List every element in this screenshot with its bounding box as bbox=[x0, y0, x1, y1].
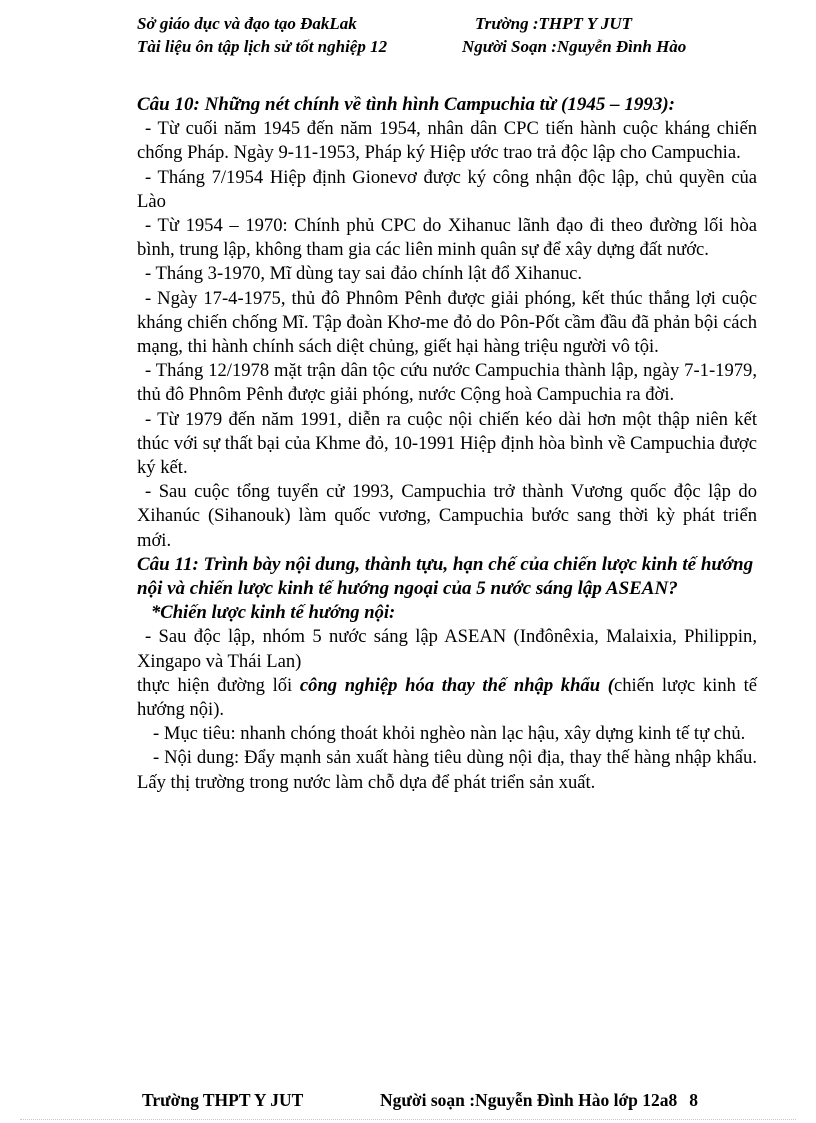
q10-item-1: - Từ cuối năm 1945 đến năm 1954, nhân dân CPC tiến hành cuộc kháng chiến chống Pháp. Ngày 9-11-1953, Pháp ký Hiệp ước trao trả độc lập cho Campuchia. bbox=[137, 118, 757, 164]
question-11-title: Câu 11: Trình bày nội dung, thành tựu, hạn chế của chiến lược kinh tế hướng nội và chiến lược kinh tế hướng ngoại của 5 nước sáng lập ASEAN? bbox=[137, 553, 754, 600]
q10-item-5: - Ngày 17-4-1975, thủ đô Phnôm Pênh được giải phóng, kết thúc thắng lợi cuộc kháng chiến chống Mĩ. Tập đoàn Khơ-me đỏ do Pôn-Pốt cầm đầu đã phản bội cách mạng, thi hành chính sách diệt chủng, giết hại hàng triệu người vô tội. bbox=[137, 287, 757, 358]
q10-item-6: - Tháng 12/1978 mặt trận dân tộc cứu nước Campuchia thành lập, ngày 7-1-1979, thủ đô Phnôm Pênh được giải phóng, nước Cộng hoà Campuchia ra đời. bbox=[137, 360, 757, 406]
q11-paragraph-1: - Sau độc lập, nhóm 5 nước sáng lập ASEAN (Inđônêxia, Malaixia, Philippin, Xingapo và Thái Lan) bbox=[137, 626, 757, 672]
question-10-title: Câu 10: Những nét chính về tình hình Campuchia từ (1945 – 1993): bbox=[137, 94, 675, 115]
q10-item-4: - Tháng 3-1970, Mĩ dùng tay sai đảo chính lật đổ Xihanuc. bbox=[145, 263, 583, 285]
header-author: Người Soạn :Nguyễn Đình Hào bbox=[462, 37, 687, 56]
q11-subheading: *Chiến lược kinh tế hướng nội: bbox=[151, 602, 396, 624]
q11-paragraph-4: - Nội dung: Đẩy mạnh sản xuất hàng tiêu dùng nội địa, thay thế hàng nhập khẩu. Lấy thị trường trong nước làm chỗ dựa để phát triển sản xuất. bbox=[137, 747, 757, 793]
footer-author: Người soạn :Nguyễn Đình Hào lớp 12a8 bbox=[380, 1090, 678, 1110]
header-row-1 bbox=[137, 12, 777, 35]
footer-school: Trường THPT Y JUT bbox=[142, 1090, 304, 1110]
q10-item-8: - Sau cuộc tổng tuyển cử 1993, Campuchia trở thành Vương quốc độc lập do Xihanúc (Sihanouk) làm quốc vương, Campuchia bước sang thời kỳ phát triển mới. bbox=[137, 481, 757, 551]
q11-paragraph-2-emphasis: công nghiệp hóa thay thế nhập khẩu ( bbox=[299, 674, 614, 696]
header-department: Sở giáo dục và đạo tạo ĐakLak bbox=[137, 14, 357, 33]
footer-divider bbox=[20, 1119, 796, 1120]
page-number: 8 bbox=[689, 1090, 699, 1110]
page-header bbox=[137, 12, 777, 58]
q10-item-7: - Từ 1979 đến năm 1991, diễn ra cuộc nội chiến kéo dài hơn một thập niên kết thúc với sự thất bại của Khme đỏ, 10-1991 Hiệp định hòa bình về Campuchia được ký kết. bbox=[137, 408, 757, 479]
q11-paragraph-3: - Mục tiêu: nhanh chóng thoát khỏi nghèo nàn lạc hậu, xây dựng kinh tế tự chủ. bbox=[153, 723, 746, 745]
header-school: Trường :THPT Y JUT bbox=[475, 14, 633, 33]
q11-paragraph-2-tail: chiến lược kinh tế hướng nội). bbox=[137, 674, 757, 721]
header-document-title: Tài liệu ôn tập lịch sử tốt nghiệp 12 bbox=[137, 37, 388, 56]
page-content bbox=[137, 93, 757, 795]
page-footer bbox=[142, 1090, 762, 1111]
header-row-2 bbox=[137, 35, 777, 58]
q10-item-3: - Từ 1954 – 1970: Chính phủ CPC do Xihanuc lãnh đạo đi theo đường lối hòa bình, trung lập, không tham gia các liên minh quân sự để xây dựng đất nước. bbox=[137, 215, 757, 261]
q11-paragraph-2 bbox=[137, 674, 757, 722]
q11-paragraph-2-lead: thực hiện đường lối bbox=[137, 674, 300, 696]
q10-item-2: - Tháng 7/1954 Hiệp định Gionevơ được ký công nhận độc lập, chủ quyền của Lào bbox=[137, 166, 757, 212]
